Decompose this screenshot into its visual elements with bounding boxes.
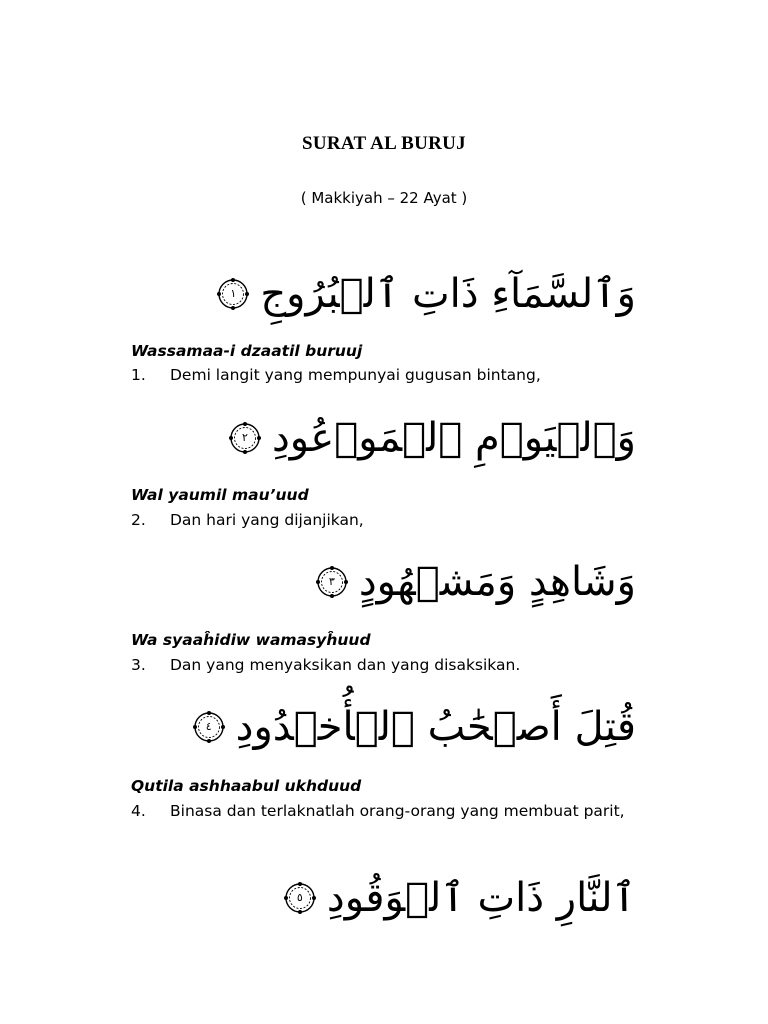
verse-5-arabic-line [283,868,636,928]
ayah-marker-icon [283,881,317,915]
verse-2-arabic-line [228,408,636,468]
verse-2-meaning [131,507,651,533]
verse-4-meaning [131,798,651,824]
verse-3-translation: Dan yang menyaksikan dan yang disaksikan. [170,656,521,674]
verse-1-meaning [131,362,651,388]
verse-4-transliteration: Qutila ashhaabul ukhduud [131,777,362,795]
ayah-number: ٥ [296,891,303,904]
verse-3-number: 3. [131,656,146,674]
verse-2-arabic-text: وَٱلۡيَوۡمِ ٱلۡمَوۡعُودِ [271,415,636,461]
ayah-marker-icon [315,565,349,599]
page-title: SURAT AL BURUJ [302,133,466,154]
verse-3-arabic-line [315,552,636,612]
verse-5-arabic-text: ٱلنَّارِ ذَاتِ ٱلۡوَقُودِ [326,875,636,921]
ayah-number: ١ [230,287,237,300]
ayah-marker-icon [192,710,226,744]
page-subtitle: ( Makkiyah – 22 Ayat ) [300,189,468,207]
verse-1-arabic-text: وَٱلسَّمَآءِ ذَاتِ ٱلۡبُرُوجِ [260,271,636,317]
verse-2-number: 2. [131,511,146,529]
verse-4-number: 4. [131,802,146,820]
verse-4-arabic-text: قُتِلَ أَصۡحَٰبُ ٱلۡأُخۡدُودِ [235,704,636,750]
verse-3-meaning [131,652,651,678]
ayah-marker-icon [216,277,250,311]
verse-2-transliteration: Wal yaumil mau’uud [131,486,309,504]
ayah-number: ٢ [241,431,248,444]
verse-4-translation: Binasa dan terlaknatlah orang-orang yang membuat parit, [170,802,625,820]
verse-1-transliteration: Wassamaa-i dzaatil buruuj [131,342,363,360]
ayah-number: ٣ [328,575,335,588]
verse-1-number: 1. [131,366,146,384]
verse-1-arabic-line [216,264,636,324]
verse-1-translation: Demi langit yang mempunyai gugusan bintang, [170,366,541,384]
ayah-number: ٤ [205,720,212,733]
verse-3-arabic-text: وَشَاهِدٍ وَمَشۡهُودٍ [358,559,636,605]
verse-2-translation: Dan hari yang dijanjikan, [170,511,364,529]
verse-4-arabic-line [192,697,636,757]
ayah-marker-icon [228,421,262,455]
verse-3-transliteration: Wa syaaĥidiw wamasyĥuud [131,631,371,649]
